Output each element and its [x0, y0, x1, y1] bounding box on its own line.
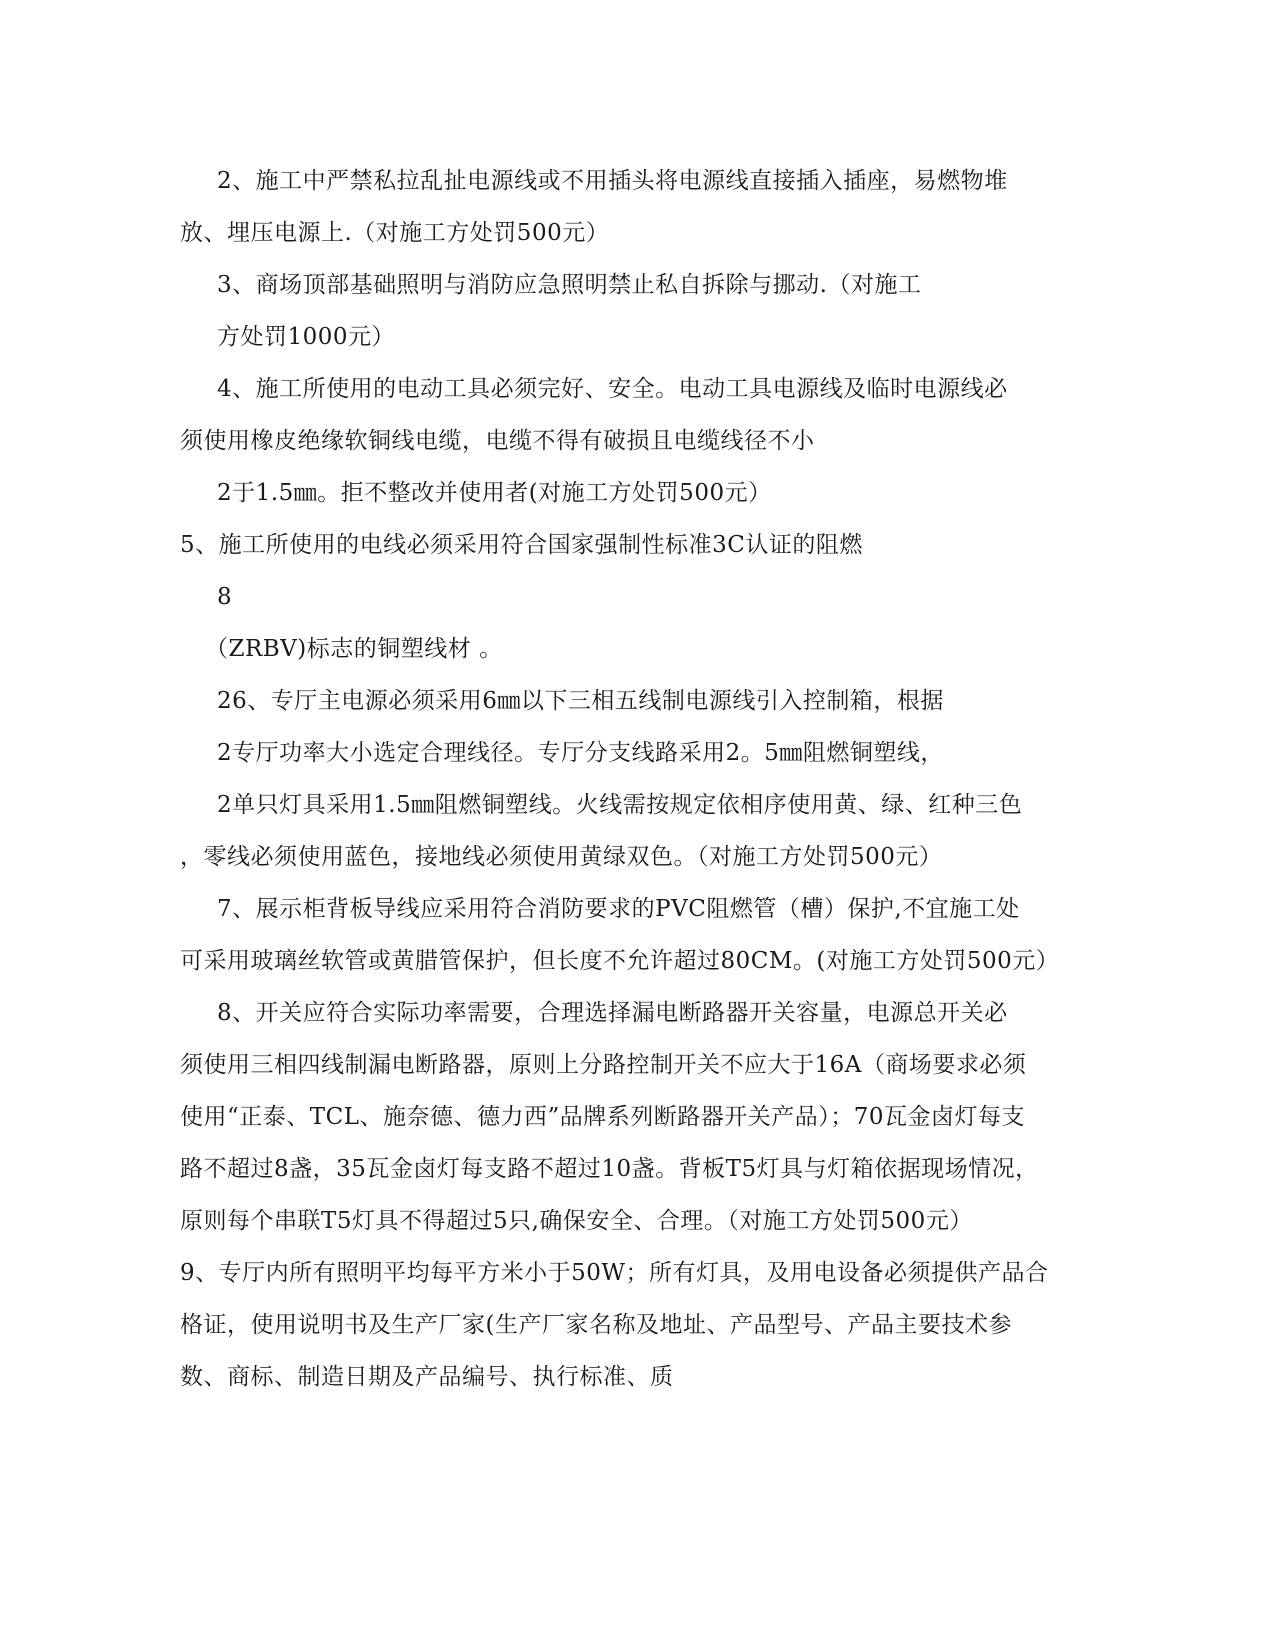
- text-line-10: （ZRBV)标志的铜塑线材 。: [205, 636, 503, 662]
- text-line-20: 路不超过8盏，35瓦金卤灯每支路不超过10盏。背板T5灯具与灯箱依据现场情况，: [180, 1156, 1039, 1182]
- text-line-11: 26、专厅主电源必须采用6㎜以下三相五线制电源线引入控制箱，根据: [217, 688, 944, 714]
- text-line-6: 须使用橡皮绝缘软铜线电缆，电缆不得有破损且电缆线径不小: [180, 428, 815, 454]
- text-line-19: 使用“正泰、TCL、施奈德、德力西”品牌系列断路器开关产品）；70瓦金卤灯每支: [180, 1104, 1025, 1130]
- text-line-23: 格证，使用说明书及生产厂家(生产厂家名称及地址、产品型号、产品主要技术参: [180, 1312, 1012, 1338]
- text-line-24: 数、商标、制造日期及产品编号、执行标准、质: [180, 1364, 674, 1390]
- text-line-21: 原则每个串联T5灯具不得超过5只,确保安全、合理。（对施工方处罚500元）: [180, 1208, 973, 1234]
- text-line-15: 7、展示柜背板导线应采用符合消防要求的PVC阻燃管（槽）保护,不宜施工处: [217, 896, 1020, 922]
- text-line-8: 5、施工所使用的电线必须采用符合国家强制性标准3C认证的阻燃: [180, 532, 863, 558]
- text-line-1: 2、施工中严禁私拉乱扯电源线或不用插头将电源线直接插入插座，易燃物堆: [217, 168, 1008, 194]
- text-line-9: 8: [217, 584, 233, 610]
- text-line-12: 2专厅功率大小选定合理线径。专厅分支线路采用2。5㎜阻燃铜塑线，: [217, 740, 944, 766]
- text-line-3: 3、商场顶部基础照明与消防应急照明禁止私自拆除与挪动.（对施工: [217, 272, 922, 298]
- text-line-18: 须使用三相四线制漏电断路器，原则上分路控制开关不应大于16A（商场要求必须: [180, 1052, 1027, 1078]
- text-line-5: 4、施工所使用的电动工具必须完好、安全。电动工具电源线及临时电源线必: [217, 376, 1008, 402]
- text-line-14: ，零线必须使用蓝色，接地线必须使用黄绿双色。（对施工方处罚500元）: [180, 844, 943, 870]
- text-line-16: 可采用玻璃丝软管或黄腊管保护，但长度不允许超过80CM。(对施工方处罚500元）: [180, 948, 1060, 974]
- text-line-2: 放、埋压电源上.（对施工方处罚500元）: [180, 220, 610, 246]
- text-line-13: 2单只灯具采用1.5㎜阻燃铜塑线。火线需按规定依相序使用黄、绿、红种三色: [217, 792, 1023, 818]
- text-line-4: 方处罚1000元）: [217, 324, 396, 350]
- text-line-22: 9、专厅内所有照明平均每平方米小于50W；所有灯具，及用电设备必须提供产品合: [180, 1260, 1049, 1286]
- text-line-17: 8、开关应符合实际功率需要，合理选择漏电断路器开关容量，电源总开关必: [217, 1000, 1008, 1026]
- text-line-7: 2于1.5㎜。拒不整改并使用者(对施工方处罚500元）: [217, 480, 772, 506]
